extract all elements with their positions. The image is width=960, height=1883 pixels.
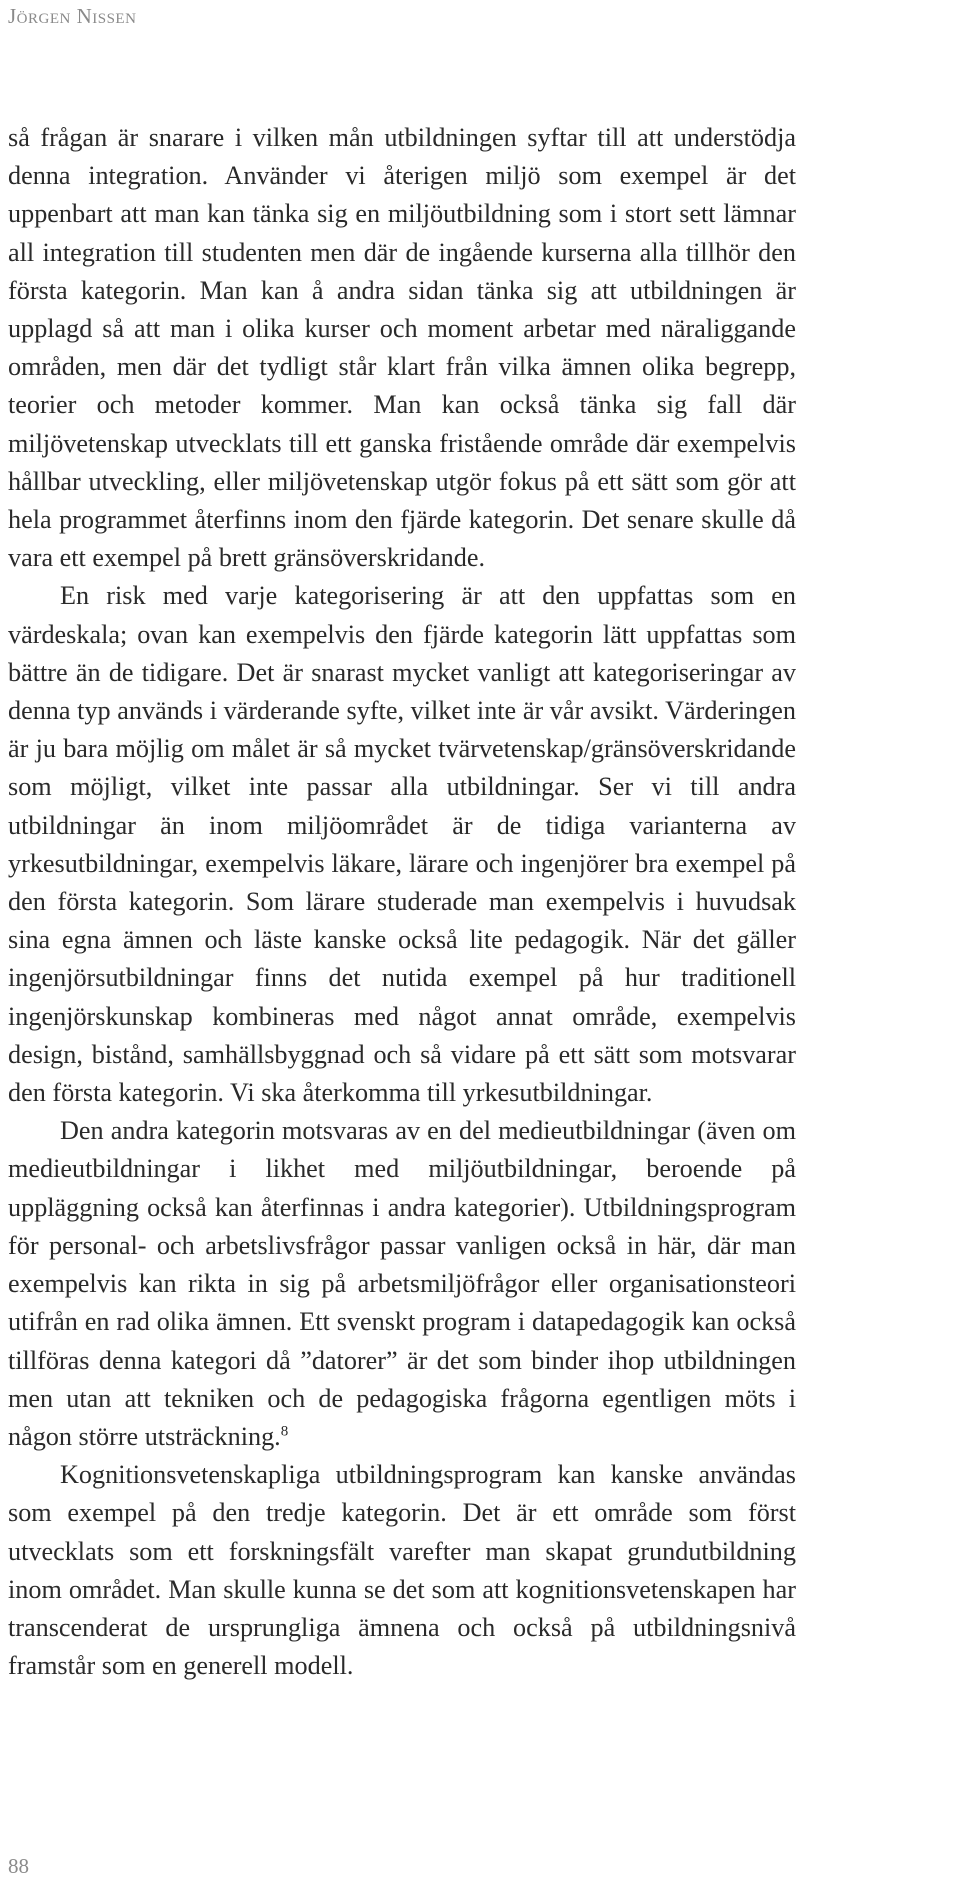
running-header: Jörgen Nissen (8, 4, 137, 28)
page-number: 88 (8, 1854, 29, 1878)
paragraph-2: En risk med varje kategorisering är att den uppfattas som en värdeskala; ovan kan exempelvis den fjärde kategorin lätt uppfattas som bättre än de tidigare. Det är snarast mycket vanligt att kategoriseringar av denna typ används i värderande syfte, vilket inte är vår avsikt. Värderingen är ju bara möjlig om målet är så mycket tvärvetenskap/gränsöverskridande som möjligt, vilket inte passar alla utbildningar. Ser vi till andra utbildningar än inom miljöområdet är de tidiga varianterna av yrkesutbildningar, exempelvis läkare, lärare och ingenjörer bra exempel på den första kategorin. Som lärare studerade man exempelvis i huvudsak sina egna ämnen och läste kanske också lite pedagogik. När det gäller ingenjörsutbildningar finns det nutida exempel på hur traditionell ingenjörskunskap kombineras med något annat område, exempelvis design, bistånd, samhällsbyggnad och så vidare på ett sätt som motsvarar den första kategorin. Vi ska återkomma till yrkesutbildningar. (8, 581, 796, 1108)
body-text (8, 119, 796, 1685)
footnote-reference[interactable]: 8 (280, 1423, 289, 1440)
paragraph-3-text: Den andra kategorin motsvaras av en del medieutbildningar (även om medieutbildningar i likhet med miljöutbildningar, beroende på uppläggning också kan återfinnas i andra kategorier). Utbildningsprogram för personal- och arbetslivsfrågor passar vanligen också in här, där man exempelvis kan rikta in sig på arbetsmiljöfrågor eller organisationsteori utifrån en rad olika ämnen. Ett svenskt program i datapedagogik kan också tillföras denna kategori då ”datorer” är det som binder ihop utbildningen men utan att tekniken och de pedagogiska frågorna egentligen möts i någon större utsträckning. (8, 1116, 796, 1451)
paragraph-3 (8, 1112, 796, 1456)
paragraph-4: Kognitionsvetenskapliga utbildningsprogram kan kanske användas som exempel på den tredje kategorin. Det är ett område som först utvecklats som ett forskningsfält varefter man skapat grundutbildning inom området. Man skulle kunna se det som att kognitionsvetenskapen har transcenderat de ursprungliga ämnena och också på utbildningsnivå framstår som en generell modell. (8, 1460, 796, 1681)
paragraph-1: så frågan är snarare i vilken mån utbildningen syftar till att understödja denna integration. Använder vi återigen miljö som exempel är det uppenbart att man kan tänka sig en miljöutbildning som i stort sett lämnar all integration till studenten men där de ingående kurserna alla tillhör den första kategorin. Man kan å andra sidan tänka sig att utbildningen är upplagd så att man i olika kurser och moment arbetar med näraliggande områden, men där det tydligt står klart från vilka ämnen olika begrepp, teorier och metoder kommer. Man kan också tänka sig fall där miljövetenskap utvecklats till ett ganska fristående område där exempelvis hållbar utveckling, eller miljövetenskap utgör fokus på ett sätt som gör att hela programmet återfinns inom den fjärde kategorin. Det senare skulle då vara ett exempel på brett gränsöverskridande. (8, 123, 796, 573)
